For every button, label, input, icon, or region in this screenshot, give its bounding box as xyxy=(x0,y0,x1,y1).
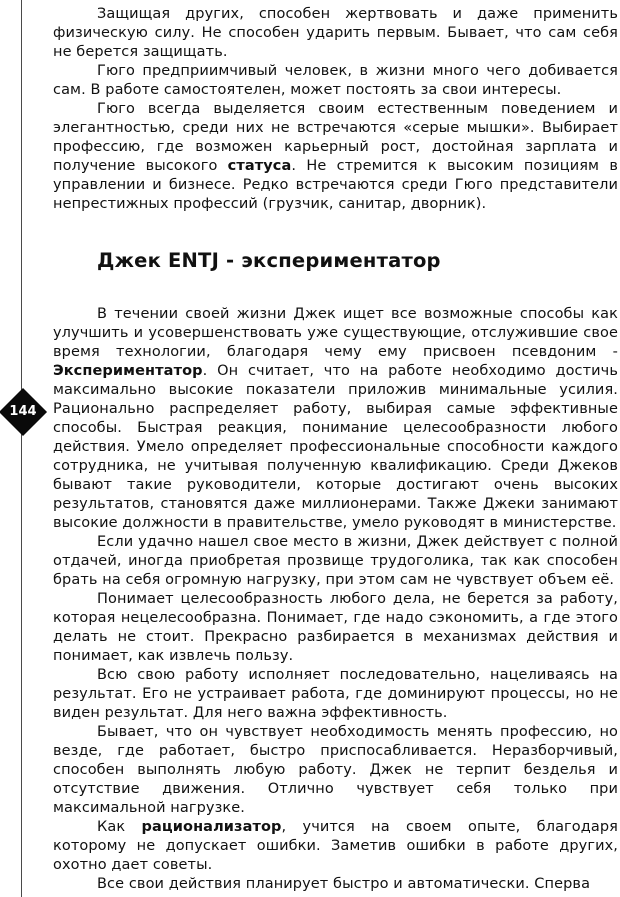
section-paragraph xyxy=(53,590,618,666)
text-run: В течении своей жизни Джек ищет все возможные способы как улучшить и усовершенствовать уже существующие, отслужившие свое время технологии, благодаря чему ему присвоен псевдоним - xyxy=(53,306,618,360)
section-heading: Джек ENTJ - экспериментатор xyxy=(97,249,441,272)
section-paragraph xyxy=(53,818,618,875)
section-body xyxy=(53,305,618,894)
margin-rule xyxy=(21,0,22,897)
section-paragraph xyxy=(53,723,618,818)
bold-term: статуса xyxy=(227,158,292,174)
text-run: Всю свою работу исполняет последовательно, нацеливаясь на результат. Его не устраивает работа, где доминируют процессы, но не виден результат. Для него важна эффективность. xyxy=(53,667,618,721)
bold-term: рационализатор xyxy=(141,819,282,835)
intro-paragraph xyxy=(53,62,618,100)
text-run: . Не стремится к высоким позициям в управлении и бизнесе. Редко встречаются среди Гюго представители непрестижных профессий (грузчик, санитар, дворник). xyxy=(53,158,618,212)
text-run: Если удачно нашел свое место в жизни, Джек действует с полной отдачей, иногда приобретая прозвище трудоголика, так как способен брать на себя огромную нагрузку, при этом сам не чувствует объем её. xyxy=(53,534,618,588)
text-run: Бывает, что он чувствует необходимость менять профессию, но везде, где работает, быстро приспосабливается. Неразборчивый, способен выполнять любую работу. Джек не терпит безделья и отсутствие движения. Отлично чувствует себя только при максимальной нагрузке. xyxy=(53,724,618,816)
text-run: Гюго всегда выделяется своим естественным поведением и элегантностью, среди них не встречаются «серые мышки». Выбирает профессию, где возможен карьерный рост, достойная зарплата и получение высокого xyxy=(53,101,618,174)
text-run: Понимает целесообразность любого дела, не берется за работу, которая нецелесообразна. Понимает, где надо сэкономить, а где этого делать не стоит. Прекрасно разбирается в механизмах действия и понимает, как извлечь пользу. xyxy=(53,591,618,664)
section-paragraph xyxy=(53,875,618,894)
text-run: . Он считает, что на работе необходимо достичь максимально высокие показатели приложив минимальные усилия. Рационально распределяет работу, выбирая самые эффективные способы. Быстрая реакция, понимание целесообразности любого действия. Умело определяет профессиональные способности каждого сотрудника, не учитывая полученную квалификацию. Среди Джеков бывают такие руководители, которые достигают очень высоких результатов, становятся даже миллионерами. Также Джеки занимают высокие должности в правительстве, умело руководят в министерстве. xyxy=(53,363,618,531)
section-paragraph xyxy=(53,666,618,723)
page-number-badge xyxy=(0,389,46,435)
page-number: 144 xyxy=(9,404,37,419)
section-paragraph xyxy=(53,533,618,590)
text-run: Все свои действия планирует быстро и автоматически. Сперва xyxy=(97,876,591,892)
intro-paragraph xyxy=(53,5,618,62)
text-run: Гюго предприимчивый человек, в жизни много чего добивается сам. В работе самостоятелен, может постоять за свои интересы. xyxy=(53,63,618,98)
intro-paragraph xyxy=(53,100,618,214)
bold-term: Экспериментатор xyxy=(53,363,203,379)
text-run: Защищая других, способен жертвовать и даже применить физическую силу. Не способен ударить первым. Бывает, что сам себя не берется защищать. xyxy=(53,6,618,60)
text-run: , учится на своем опыте, благодаря которому не допускает ошибки. Заметив ошибки в работе других, охотно дает советы. xyxy=(53,819,618,873)
section-paragraph xyxy=(53,305,618,533)
page-content xyxy=(53,5,618,894)
intro-text-block xyxy=(53,5,618,214)
text-run: Как xyxy=(97,819,142,835)
